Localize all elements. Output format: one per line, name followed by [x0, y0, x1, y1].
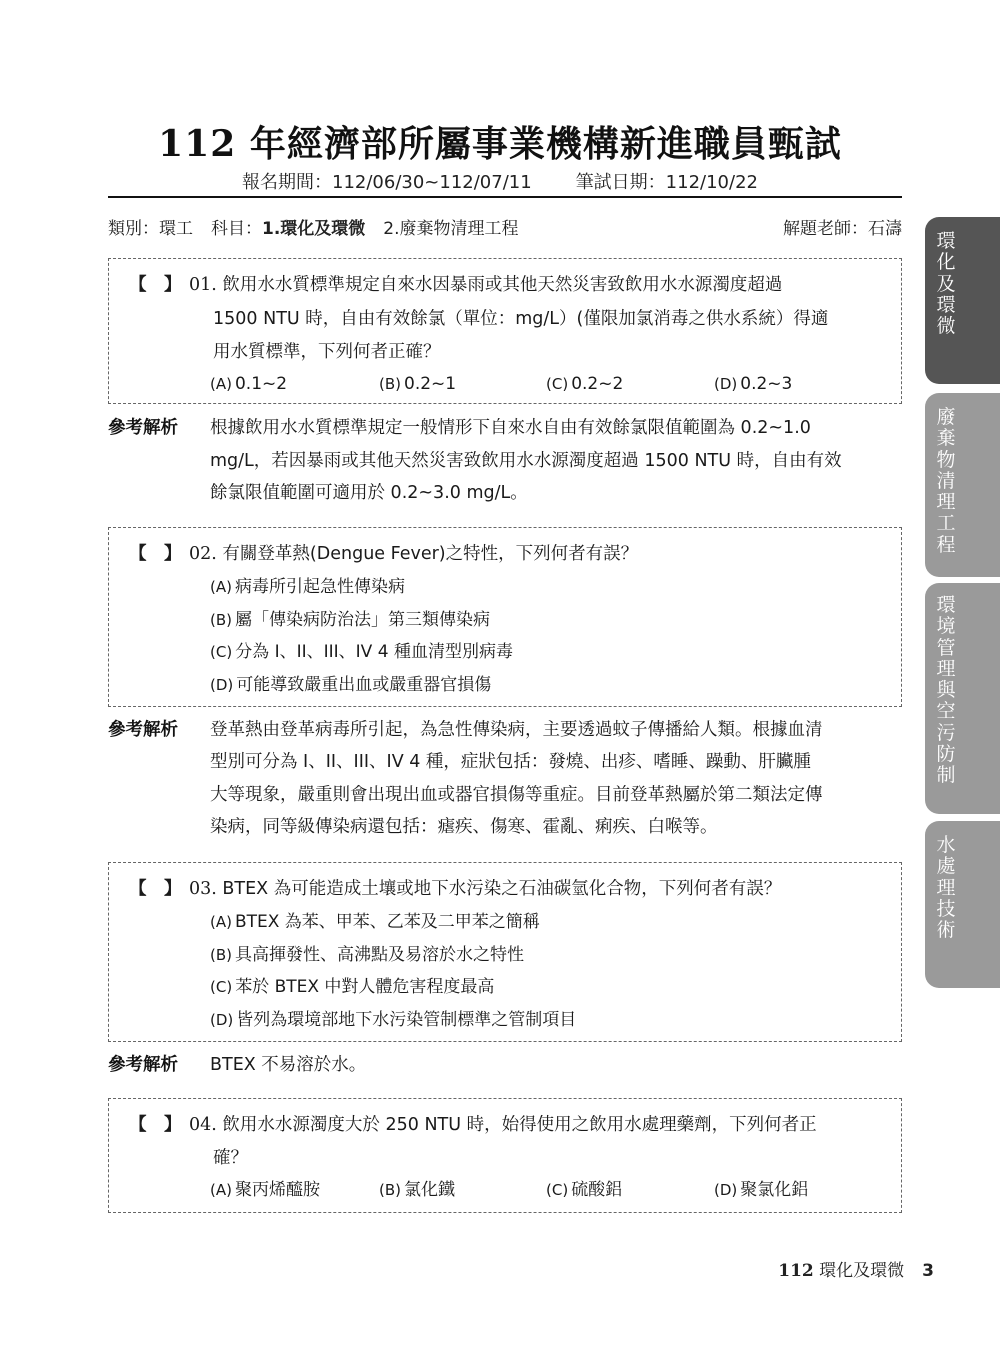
question-01-line-2: 1500 NTU 時，自由有效餘氯（單位：mg/L）(僅限加氯消毒之供水系統）得適: [213, 309, 829, 329]
teacher-label: 解題老師：石濤: [783, 219, 902, 239]
registration-period: 報名期間：112/06/30~112/07/11: [242, 172, 532, 193]
option-d: (D) 0.2~3: [714, 374, 793, 394]
meta-left: [108, 214, 519, 239]
analysis-label-02: 參考解析: [108, 720, 178, 740]
subject-1: 1.環化及環微: [262, 219, 366, 239]
option-a: (A) 0.1~2: [210, 374, 288, 394]
option-c: (C) 分為 I、II、III、IV 4 種血清型別病毒: [210, 642, 513, 662]
question-box-04: [108, 1098, 902, 1213]
side-tab-waste-engineering[interactable]: [925, 393, 1000, 577]
question-03-line-1: 【 】 03. BTEX 為可能造成土壤或地下水污染之石油碳氫化合物，下列何者有誤？: [129, 879, 782, 899]
side-tab-env-management[interactable]: [925, 583, 1000, 814]
analysis-01-line-3: 餘氯限值範圍可適用於 0.2~3.0 mg/L。: [210, 483, 528, 503]
option-b: (B) 屬「傳染病防治法」第三類傳染病: [210, 610, 490, 630]
option-c: (C) 硫酸鋁: [546, 1180, 623, 1200]
analysis-01-line-2: mg/L，若因暴雨或其他天然災害致飲用水水源濁度超過 1500 NTU 時，自由有效: [210, 451, 842, 471]
question-04-line-1: 【 】 04. 飲用水水源濁度大於 250 NTU 時，始得使用之飲用水處理藥劑，下列何者正: [129, 1115, 817, 1135]
option-d: (D) 聚氯化鋁: [714, 1180, 809, 1200]
question-box-03: [108, 862, 902, 1042]
question-box-01: [108, 258, 902, 404]
option-a: (A) 聚丙烯醯胺: [210, 1180, 320, 1200]
option-b: (B) 0.2~1: [379, 374, 457, 394]
exam-title: 112 年經濟部所屬事業機構新進職員甄試: [158, 123, 842, 165]
page-footer: [778, 1256, 934, 1281]
side-tab-env-chem-micro[interactable]: [925, 217, 1000, 384]
category-label: 類別：環工: [108, 219, 193, 239]
option-a: (A) BTEX 為苯、甲苯、乙苯及二甲苯之簡稱: [210, 912, 540, 932]
exam-dates: [0, 168, 1000, 194]
question-02-line-1: 【 】 02. 有關登革熱(Dengue Fever)之特性，下列何者有誤？: [129, 544, 639, 564]
side-tab-label: 環 境 管 理 與 空 污 防 制: [936, 594, 956, 787]
question-04-line-2: 確？: [213, 1148, 248, 1168]
analysis-02-line-3: 大等現象，嚴重則會出現出血或器官損傷等重症。目前登革熱屬於第二類法定傳: [210, 785, 823, 805]
question-number: 01.: [189, 275, 217, 295]
option-b: (B) 氯化鐵: [379, 1180, 455, 1200]
option-c: (C) 苯於 BTEX 中對人體危害程度最高: [210, 977, 495, 997]
analysis-02-line-2: 型別可分為 I、II、III、IV 4 種，症狀包括：發燒、出疹、嗜睡、躁動、肝臟腫: [210, 752, 811, 772]
subject-2: 2.廢棄物清理工程: [383, 219, 519, 239]
side-tab-label: 廢 棄 物 清 理 工 程: [936, 406, 956, 556]
side-tab-label: 水 處 理 技 術: [936, 834, 956, 942]
answer-bracket: 【 】: [129, 275, 182, 295]
footer-year: 112: [778, 1261, 814, 1281]
analysis-02-line-1: 登革熱由登革病毒所引起，為急性傳染病，主要透過蚊子傳播給人類。根據血清: [210, 720, 823, 740]
analysis-01-line-1: 根據飲用水水質標準規定一般情形下自來水自由有效餘氯限值範圍為 0.2~1.0: [210, 418, 811, 438]
analysis-02-line-4: 染病，同等級傳染病還包括：瘧疾、傷寒、霍亂、痢疾、白喉等。: [210, 817, 718, 837]
analysis-label-01: 參考解析: [108, 418, 178, 438]
exam-date: 筆試日期：112/10/22: [575, 172, 758, 193]
question-01-line-1: 【 】 01. 飲用水水質標準規定自來水因暴雨或其他天然災害致飲用水水源濁度超過: [129, 275, 783, 295]
question-box-02: [108, 527, 902, 707]
side-tab-label: 環 化 及 環 微: [936, 230, 956, 338]
option-b: (B) 具高揮發性、高沸點及易溶於水之特性: [210, 945, 524, 965]
subject-prefix: 科目：: [211, 219, 262, 239]
header-rule: [108, 196, 902, 198]
exam-meta: [108, 214, 902, 238]
side-tab-water-treatment[interactable]: [925, 821, 1000, 988]
analysis-label-03: 參考解析: [108, 1055, 178, 1075]
analysis-03-line-1: BTEX 不易溶於水。: [210, 1055, 367, 1075]
page-number: 3: [922, 1261, 934, 1281]
option-c: (C) 0.2~2: [546, 374, 624, 394]
option-a: (A) 病毒所引起急性傳染病: [210, 577, 405, 597]
option-d: (D) 可能導致嚴重出血或嚴重器官損傷: [210, 675, 492, 695]
question-01-line-3: 用水質標準，下列何者正確？: [213, 342, 441, 362]
footer-subject: 環化及環微: [819, 1261, 905, 1281]
option-d: (D) 皆列為環境部地下水污染管制標準之管制項目: [210, 1010, 577, 1030]
